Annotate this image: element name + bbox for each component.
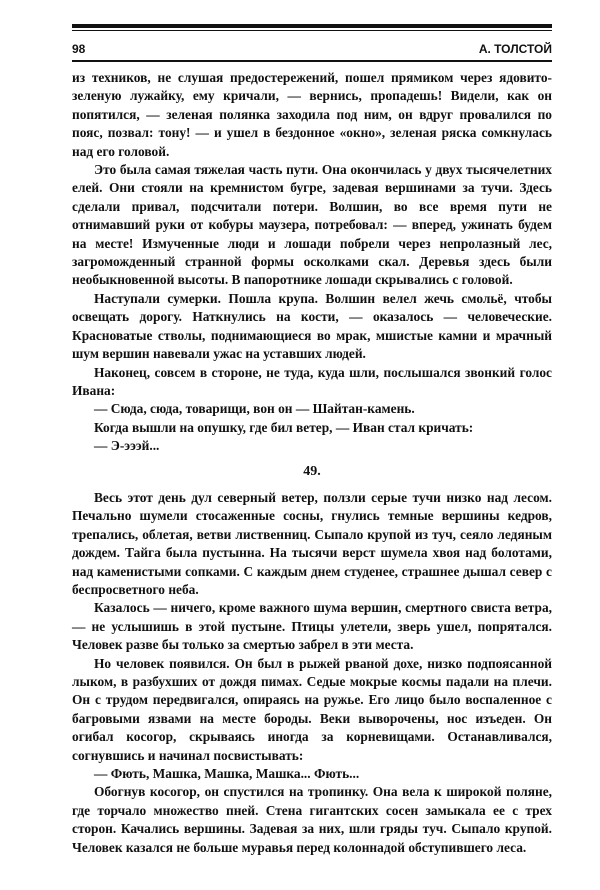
- paragraph: Весь этот день дул северный ветер, ползли серые тучи низко над лесом. Печально шумели стосаженные сосны, гнулись темные вершины кедров, трепались, облетая, ветви лиственниц. Сыпало крупой из туч, сеяло ледяным дождем. Тайга была пустынна. На тысячи верст шумела хвоя над болотами, над каменистыми сопками. С каждым днем студенее, страшнее дышал север с беспросветного неба.: [72, 489, 552, 597]
- paragraph: Обогнув косогор, он спустился на тропинку. Она вела к широкой поляне, где торчало множество пней. Стена гигантских сосен замыкала ее с трех сторон. Качались вершины. Задевая за них, шли гряды туч. Сыпало крупой. Человек казался не больше муравья перед колоннадой обступившего леса.: [72, 784, 552, 855]
- paragraph: — Э-эээй...: [94, 438, 160, 454]
- text-after-chapter: [72, 489, 552, 857]
- author-name: А. ТОЛСТОЙ: [478, 42, 552, 56]
- running-head: [72, 42, 552, 56]
- paragraph: Наступали сумерки. Пошла крупа. Волшин велел жечь смольё, чтобы освещать дорогу. Наткнулись на кости, — оказалось — человеческие. Красноватые стволы, поднимающиеся во мрак, мшистые камни и мрачный шум вершин навевали ужас на уставших людей.: [72, 290, 552, 362]
- paragraph: — Сюда, сюда, товарищи, вон он — Шайтан-камень.: [94, 401, 415, 417]
- paragraph: Но человек появился. Он был в рыжей рваной дохе, низко подпоясанной лыком, в разбухших от дождя пимах. Седые мокрые космы падали на плечи. Он с трудом передвигался, опираясь на ружье. Его лицо было воспаленное с багровыми язвами на месте бороды. Веки выворочены, нос изъеден. Он огибал косогор, скрываясь иногда за корневищами. Останавливался, согнувшись и начинал посвистывать:: [72, 655, 552, 763]
- text-before-chapter: [72, 69, 552, 456]
- page-number: 98: [72, 42, 86, 56]
- paragraph: из техников, не слушая предостережений, пошел прямиком через ядовито-зеленую лужайку, ему кричали, — вернись, пропадешь! Видели, как он попятился, — зеленая полянка заходила под ним, он вдруг провалился по пояс, позвал: тону! — и ушел в бездонное «окно», зеленая ряска сомкнулась над его головой.: [72, 70, 552, 159]
- paragraph: — Фють, Машка, Машка, Машка... Фють...: [94, 766, 360, 782]
- page-body: [72, 69, 552, 857]
- paragraph: Казалось — ничего, кроме важного шума вершин, смертного свиста ветра, — не услышишь в этой пустыне. Птицы улетели, зверь ушел, попрятался. Человек разве бы только за смертью забрел в эти места.: [72, 600, 552, 653]
- top-rule-thin: [72, 30, 552, 31]
- paragraph: Это была самая тяжелая часть пути. Она окончилась у двух тысячелетних елей. Они стояли на кремнистом бугре, задевая вершинами за тучи. Здесь сделали привал, подсчитали потери. Волшин, во все время пути не отнимавший руки от кобуры маузера, потребовал: — вперед, ужинать будем на месте! Измученные люди и лошади побрели через непролазный лес, загроможденный странной формы осколками скал. Деревья здесь были необыкновенной высоты. В папоротнике лошади скрывались с головой.: [72, 162, 552, 288]
- header-rule: [72, 60, 552, 62]
- paragraph: Когда вышли на опушку, где бил ветер, — Иван стал кричать:: [94, 419, 474, 435]
- top-rule-thick: [72, 24, 552, 28]
- paragraph: Наконец, совсем в стороне, не туда, куда шли, послышался звонкий голос Ивана:: [72, 364, 552, 398]
- chapter-number: 49.: [303, 463, 321, 479]
